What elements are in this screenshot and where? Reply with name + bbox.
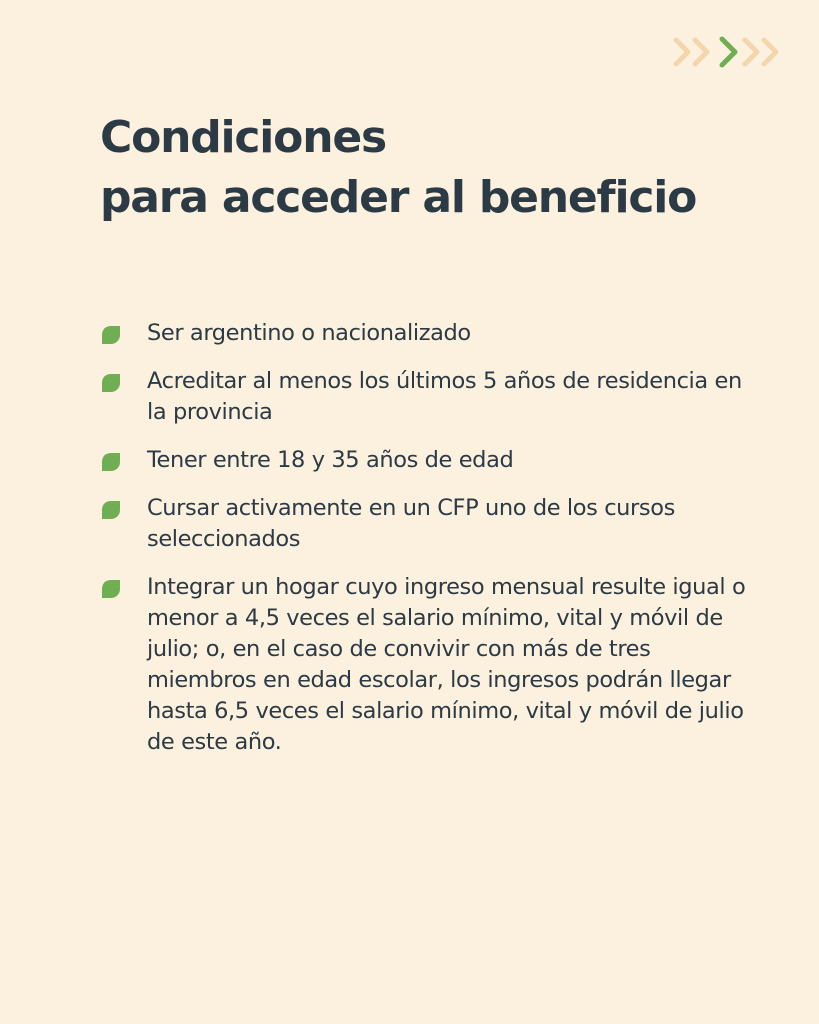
list-item bbox=[100, 445, 760, 476]
page-title bbox=[100, 108, 696, 228]
list-item bbox=[100, 318, 760, 349]
list-item bbox=[100, 493, 760, 555]
leaf-icon bbox=[100, 372, 122, 394]
condition-text: Acreditar al menos los últimos 5 años de residencia en la provincia bbox=[147, 368, 742, 425]
condition-text: Ser argentino o nacionalizado bbox=[147, 320, 471, 346]
condition-text: Integrar un hogar cuyo ingreso mensual resulte igual o menor a 4,5 veces el salario mínimo, vital y móvil de julio; o, en el caso de convivir con más de tres miembros en edad escolar, los ingresos podrán llegar hasta 6,5 veces el salario mínimo, vital y móvil de julio de este año. bbox=[147, 574, 746, 755]
list-item bbox=[100, 366, 760, 428]
condition-text: Tener entre 18 y 35 años de edad bbox=[147, 447, 514, 473]
title-line-2: para acceder al beneficio bbox=[100, 172, 697, 223]
leaf-icon bbox=[100, 578, 122, 600]
chevrons-right-icon bbox=[672, 34, 794, 70]
leaf-icon bbox=[100, 324, 122, 346]
leaf-icon bbox=[100, 451, 122, 473]
condition-text: Cursar activamente en un CFP uno de los cursos seleccionados bbox=[147, 495, 675, 552]
list-item bbox=[100, 572, 760, 758]
leaf-icon bbox=[100, 499, 122, 521]
conditions-list bbox=[100, 318, 760, 775]
title-line-1: Condiciones bbox=[100, 112, 386, 163]
